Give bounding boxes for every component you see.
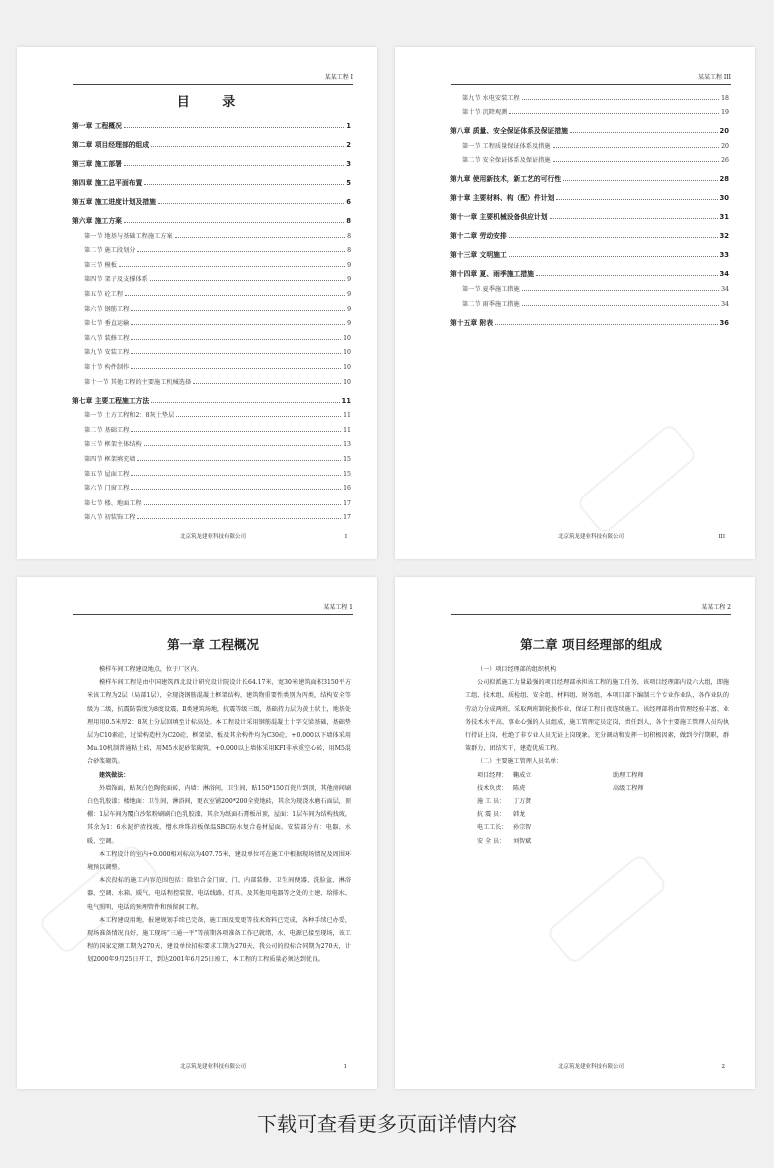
document-page-toc-1 [17,47,377,559]
toc-entry-page: 34 [719,270,729,279]
toc-entry-title: 第七节 垂直运输 [84,320,130,328]
toc-entry-title: 第九节 安装工程 [84,349,130,357]
toc-leader-dots [137,460,341,461]
toc-entry-page: 11 [343,412,351,420]
toc-entry-page: 11 [341,396,351,405]
toc-entry[interactable] [72,434,351,449]
page-footer [73,1062,353,1072]
toc-leader-dots [119,266,345,267]
toc-entry-title: 第六节 门窗工程 [84,485,130,493]
chapter-title: 第一章 工程概况 [167,637,259,652]
toc-entry-page: 34 [721,285,729,293]
toc-entry[interactable] [450,259,729,278]
toc-entry-page: 36 [719,318,729,327]
toc-title: 目 录 [176,95,250,110]
toc-entry[interactable] [450,240,729,259]
toc-entry-page: 8 [347,232,351,240]
toc-entry-title: 第二章 项目经理部的组成 [72,141,150,149]
staff-name: 孙宗智 [513,824,532,832]
toc-entry[interactable] [450,102,729,117]
footer-page-number: III [718,534,725,540]
toc-leader-dots [556,199,717,200]
toc-entry[interactable] [72,240,351,255]
toc-entry-title: 第一节 工程质量保证体系及措施 [462,142,551,150]
toc-entry-page: 11 [343,426,351,434]
toc-leader-dots [131,339,341,340]
toc-entry-title: 第八节 装修工程 [84,334,130,342]
toc-entry-page: 32 [719,232,729,241]
toc-leader-dots [509,256,718,257]
toc-entry-title: 第三节 框架主体结构 [84,441,142,449]
toc-leader-dots [137,518,341,519]
toc-entry[interactable] [72,507,351,522]
page-footer [451,532,731,542]
staff-row [477,795,729,808]
toc-entry-page: 9 [347,305,351,313]
toc-entry-page: 3 [346,160,351,168]
toc-entry-page: 15 [343,470,351,478]
toc-entry[interactable] [72,356,351,371]
toc-entry-page: 9 [347,261,351,269]
toc-entry[interactable] [72,269,351,284]
toc-leader-dots [150,280,345,281]
toc-entry[interactable] [450,150,729,165]
toc-leader-dots [151,146,344,147]
chapter-body [87,663,351,967]
toc-entry-page: 18 [721,94,729,102]
toc-entry[interactable] [450,87,729,102]
toc-entry[interactable] [72,298,351,313]
toc-entry-title: 第四节 框架填充墙 [84,455,136,463]
toc-leader-dots [124,222,344,223]
footer-page-number: 2 [721,1064,725,1070]
toc-entry[interactable] [450,308,729,327]
toc-entry[interactable] [72,206,351,225]
toc-entry-page: 9 [347,276,351,284]
toc-entry[interactable] [72,419,351,434]
footer-company: 北京筑龙建业科技有限公司 [179,1064,246,1070]
paragraph: 本次投标的施工内容范围包括：除铝合金门窗、门、内部装修、卫生间便器、洗脸盆、淋浴器、空调、水箱、暖气、电话程控装置、电话线路、灯具、及其他用电器等之处的土建、给排水、电气照明、电话的预埋管件和预留洞工程。 [87,877,351,911]
toc-entry[interactable] [72,254,351,269]
staff-role: 抗 震 员： [477,811,506,819]
toc-entry-title: 第六章 施工方案 [72,217,122,225]
toc-entry-page: 8 [347,247,351,255]
toc-entry-title: 第二节 雨季施工措施 [462,300,520,308]
toc-entry-title: 第二节 安全保证体系及保证措施 [462,157,551,165]
toc-leader-dots [536,275,718,276]
toc-entry[interactable] [72,225,351,240]
toc-leader-dots [193,383,341,384]
toc-leader-dots [144,445,341,446]
toc-entry[interactable] [450,202,729,221]
toc-list [72,111,351,521]
paragraph: 本工程建设用地，报建规划手续已完备，施工图及变更等技术资料已完成，各种手续已办妥，现场准备情况良好，施工现场“三通一平”等前期各项准备工作已就绪，水、电源已接至现场，该工程的国家定额工期为270天，建设单位招标要求工期为270天，我公司的投标合同期为270天，计划2000年9月25日开工，到达2001年6月25日竣工，本工程的工程质量必须达到优良。 [87,916,351,964]
toc-entry-title: 第五章 施工进度计划及措施 [72,198,156,206]
toc-entry[interactable] [450,278,729,293]
watermark-icon [545,852,668,965]
toc-entry[interactable] [450,183,729,202]
staff-row [477,821,729,834]
toc-entry-page: 17 [343,499,351,507]
toc-entry-page: 6 [346,198,351,206]
toc-entry[interactable] [450,293,729,308]
toc-entry[interactable] [72,342,351,357]
toc-entry-page: 26 [721,157,729,165]
toc-entry-page: 9 [347,320,351,328]
toc-leader-dots [158,203,344,204]
toc-leader-dots [522,305,719,306]
section-heading: 建筑做法： [99,771,130,779]
toc-entry-title: 第七节 楼、地面工程 [84,499,142,507]
toc-entry-page: 16 [343,485,351,493]
toc-entry-title: 第十章 主要材料、构（配）件计划 [450,194,555,203]
toc-entry[interactable] [72,111,351,130]
paragraph: 模样车间工程是由中国建筑西北设计研究设计院设计长64.17米，宽30米建筑面积3150平方米该工程为2层（局部1层），全现浇钢筋混凝土框架结构，建筑物重要性类别为丙类，结构安全等级为二级，抗震防裂度为8度设震，Ⅱ类建筑场地，抗震等级三级，基础持力层为黄土状土，地基处理用用0.5米厚2：8灰土分层回填至计标高处。本工程设计采用钢筋混凝土十字交梁基础，基础垫层为C10素砼，过梁构造柱为C20砼，框架梁、板及其余构件均为C30砼，+0.000以下墙体采用Mu.10机制普通粘土砖，用M5水泥砂浆砌筑，+0.000以上墙体采用KFI非承重空心砖，用M5混合砂浆砌筑。 [87,679,351,766]
toc-leader-dots [522,290,719,291]
toc-entry-page: 2 [346,141,351,149]
toc-leader-dots [553,161,720,162]
toc-entry-title: 第十四章 夏、雨季施工措施 [450,270,534,279]
staff-row [477,835,729,848]
toc-entry[interactable] [72,448,351,463]
toc-entry[interactable] [72,187,351,206]
staff-role: 安 全 员： [477,837,506,845]
toc-entry-page: 10 [343,378,351,386]
staff-name: 陈虎 [513,784,526,792]
toc-leader-dots [522,99,719,100]
toc-entry-title: 第八章 质量、安全保证体系及保证措施 [450,127,568,136]
toc-entry-title: 第十三章 文明施工 [450,251,507,260]
paragraph: 公司拟派施工力量最强的项目经理部承担该工程的施工任务，该项目经理部内设六大组，即施工组、技术组、质检组、安全组、材料组、财务组，本项目部下编制三个专业作业队，各作业队的劳动力分成两班，采取两班制轮换作业，保证工程日夜连续施工。该经理部将由管理经验丰富、业务技术水平高、事业心强的人员组成，施工管理定员定岗，责任到人，各个主要施工管理人员均执行持证上岗，杜绝了非专业人员无证上岗现象。充分调动和发挥一切积极因素，做到令行期职，群策群力，团结实干，建造优质工程。 [465,679,729,753]
toc-entry[interactable] [72,130,351,149]
toc-list [450,87,729,327]
toc-leader-dots [131,489,341,490]
toc-entry-page: 17 [343,514,351,522]
toc-leader-dots [131,310,345,311]
toc-entry-title: 第十五章 附表 [450,318,494,327]
paragraph: 外墙饰面，贴灰白色陶瓷面砖，内墙：淋浴间，卫生间，贴150*150百瓷片到顶，其他房间刷白色乳胶漆；楼地面：卫生间，淋浴间，更衣室铺200*200全瓷地砖，其余为现浇水磨石面层，顶棚：1层车间为覆白沙浆粉刷刷白色乳胶漆，其余为纸面石膏板吊顶，屋面：1层车间为结构找坡，其余为1：6水泥炉渣找坡，憎水珍珠岩板保温SBC防水复合卷材屋面。安装部分有：电器、水暖、空调。 [87,784,351,845]
toc-entry[interactable] [72,492,351,507]
toc-leader-dots [151,402,339,403]
section-heading: （二）主要施工管理人员名单： [477,758,563,766]
toc-entry-title: 第八节 初装饰工程 [84,514,136,522]
toc-entry-title: 第十节 构件制作 [84,363,130,371]
toc-entry-page: 30 [719,194,729,203]
staff-role: 技术负责： [477,784,508,792]
toc-entry-title: 第一节 土方工程和2：8灰土垫层 [84,412,175,420]
toc-entry-page: 15 [343,455,351,463]
toc-leader-dots [563,180,717,181]
toc-entry[interactable] [72,283,351,298]
toc-leader-dots [137,251,345,252]
toc-entry-title: 第三节 模板 [84,261,117,269]
toc-entry-title: 第九节 水电安装工程 [462,94,520,102]
toc-entry-page: 10 [343,363,351,371]
toc-entry-title: 第二节 基础工程 [84,426,130,434]
toc-entry-page: 34 [721,300,729,308]
toc-entry-page: 28 [719,175,729,184]
download-more-prompt[interactable]: 下载可查看更多页面详情内容 [257,1112,517,1136]
toc-entry-page: 31 [719,213,729,222]
toc-entry-title: 第十一节 其他工程的主要施工机械选择 [84,378,192,386]
toc-entry[interactable] [72,463,351,478]
toc-entry-title: 第一节 地基与基础工程施工方案 [84,232,173,240]
toc-entry-page: 8 [346,217,351,225]
staff-row [477,782,729,795]
chapter-title: 第二章 项目经理部的组成 [520,637,662,652]
toc-entry-page: 20 [721,142,729,150]
toc-entry[interactable] [72,478,351,493]
toc-leader-dots [176,416,341,417]
page-header: 某某工程 I [73,73,353,85]
toc-entry[interactable] [72,371,351,386]
toc-entry[interactable] [72,313,351,328]
toc-entry-page: 19 [721,109,729,117]
toc-entry-title: 第四节 架子及支撑体系 [84,276,148,284]
toc-leader-dots [553,147,720,148]
toc-entry-title: 第四章 施工总平面布置 [72,179,143,187]
toc-entry-page: 13 [343,441,351,449]
staff-role: 施 工 员： [477,798,506,806]
toc-entry[interactable] [72,405,351,420]
toc-entry[interactable] [72,327,351,342]
toc-entry-page: 33 [719,251,729,260]
paragraph: 模样车间工程建设地点，位于厂区内。 [99,666,203,673]
toc-leader-dots [495,324,717,325]
toc-leader-dots [131,431,341,432]
paragraph: 本工程设计的室内+0.000相对标高为407.75米，建设单位可在施工中根据现场情况及周围环境预以调整。 [87,850,351,872]
toc-entry[interactable] [72,168,351,187]
staff-name: 韩龙 [513,811,526,819]
toc-entry[interactable] [450,135,729,150]
toc-entry-title: 第七章 主要工程施工方法 [72,396,150,405]
staff-title: 助理工程师 [613,771,644,779]
toc-leader-dots [144,184,344,185]
document-page-chapter-1 [17,577,377,1089]
footer-company: 北京筑龙建业科技有限公司 [557,534,624,540]
toc-entry[interactable] [72,149,351,168]
footer-company: 北京筑龙建业科技有限公司 [179,534,246,540]
footer-page-number: I [344,534,347,540]
chapter-body [465,663,729,848]
staff-row [477,769,729,782]
page-header: 某某工程 1 [73,603,353,615]
toc-leader-dots [131,368,341,369]
staff-role: 电工工长： [477,824,508,832]
toc-entry[interactable] [450,116,729,135]
toc-leader-dots [131,353,341,354]
toc-leader-dots [550,218,718,219]
document-page-toc-2 [395,47,755,559]
toc-leader-dots [144,504,341,505]
toc-entry-page: 10 [343,334,351,342]
staff-list [465,769,729,848]
document-page-chapter-2 [395,577,755,1089]
toc-entry-title: 第三章 施工部署 [72,160,122,168]
footer-company: 北京筑龙建业科技有限公司 [557,1064,624,1070]
toc-entry-title: 第一节 夏季施工措施 [462,285,520,293]
toc-entry-page: 5 [346,179,351,187]
page-header: 某某工程 2 [451,603,731,615]
toc-entry-title: 第五节 屋面工程 [84,470,130,478]
staff-title: 高级工程师 [613,784,644,792]
section-heading: （一）项目经理部的组织机构 [477,666,557,673]
toc-entry-title: 第十一章 主要机械设备供应计划 [450,213,548,222]
page-header: 某某工程 III [451,73,731,85]
toc-leader-dots [125,295,345,296]
watermark-icon [575,422,698,535]
staff-role: 项目经理： [477,771,508,779]
toc-entry-title: 第二节 施工段划分 [84,247,136,255]
toc-entry-title: 第九章 使用新技术，新工艺的可行性 [450,175,562,184]
staff-name: 鞠成立 [513,771,532,779]
page-footer [451,1062,731,1072]
staff-name: 丁万贤 [513,798,532,806]
toc-leader-dots [509,113,719,114]
toc-entry[interactable] [450,164,729,183]
toc-leader-dots [175,237,345,238]
toc-leader-dots [124,165,344,166]
staff-row [477,808,729,821]
toc-entry-title: 第十二章 劳动安排 [450,232,507,241]
toc-leader-dots [131,324,345,325]
toc-entry-title: 第十节 沉降观测 [462,109,508,117]
staff-name: 刘智斌 [513,837,532,845]
toc-entry[interactable] [72,386,351,405]
toc-leader-dots [509,237,718,238]
toc-leader-dots [570,132,718,133]
toc-entry-page: 10 [343,349,351,357]
toc-entry-page: 1 [346,122,351,130]
page-footer [73,532,353,542]
toc-entry-page: 20 [719,127,729,136]
toc-leader-dots [124,127,344,128]
toc-entry-title: 第六节 钢筋工程 [84,305,130,313]
toc-entry-title: 第一章 工程概况 [72,122,122,130]
toc-leader-dots [131,475,341,476]
toc-entry[interactable] [450,221,729,240]
toc-entry-title: 第五节 砼工程 [84,290,124,298]
toc-entry-page: 9 [347,290,351,298]
footer-page-number: 1 [343,1064,347,1070]
